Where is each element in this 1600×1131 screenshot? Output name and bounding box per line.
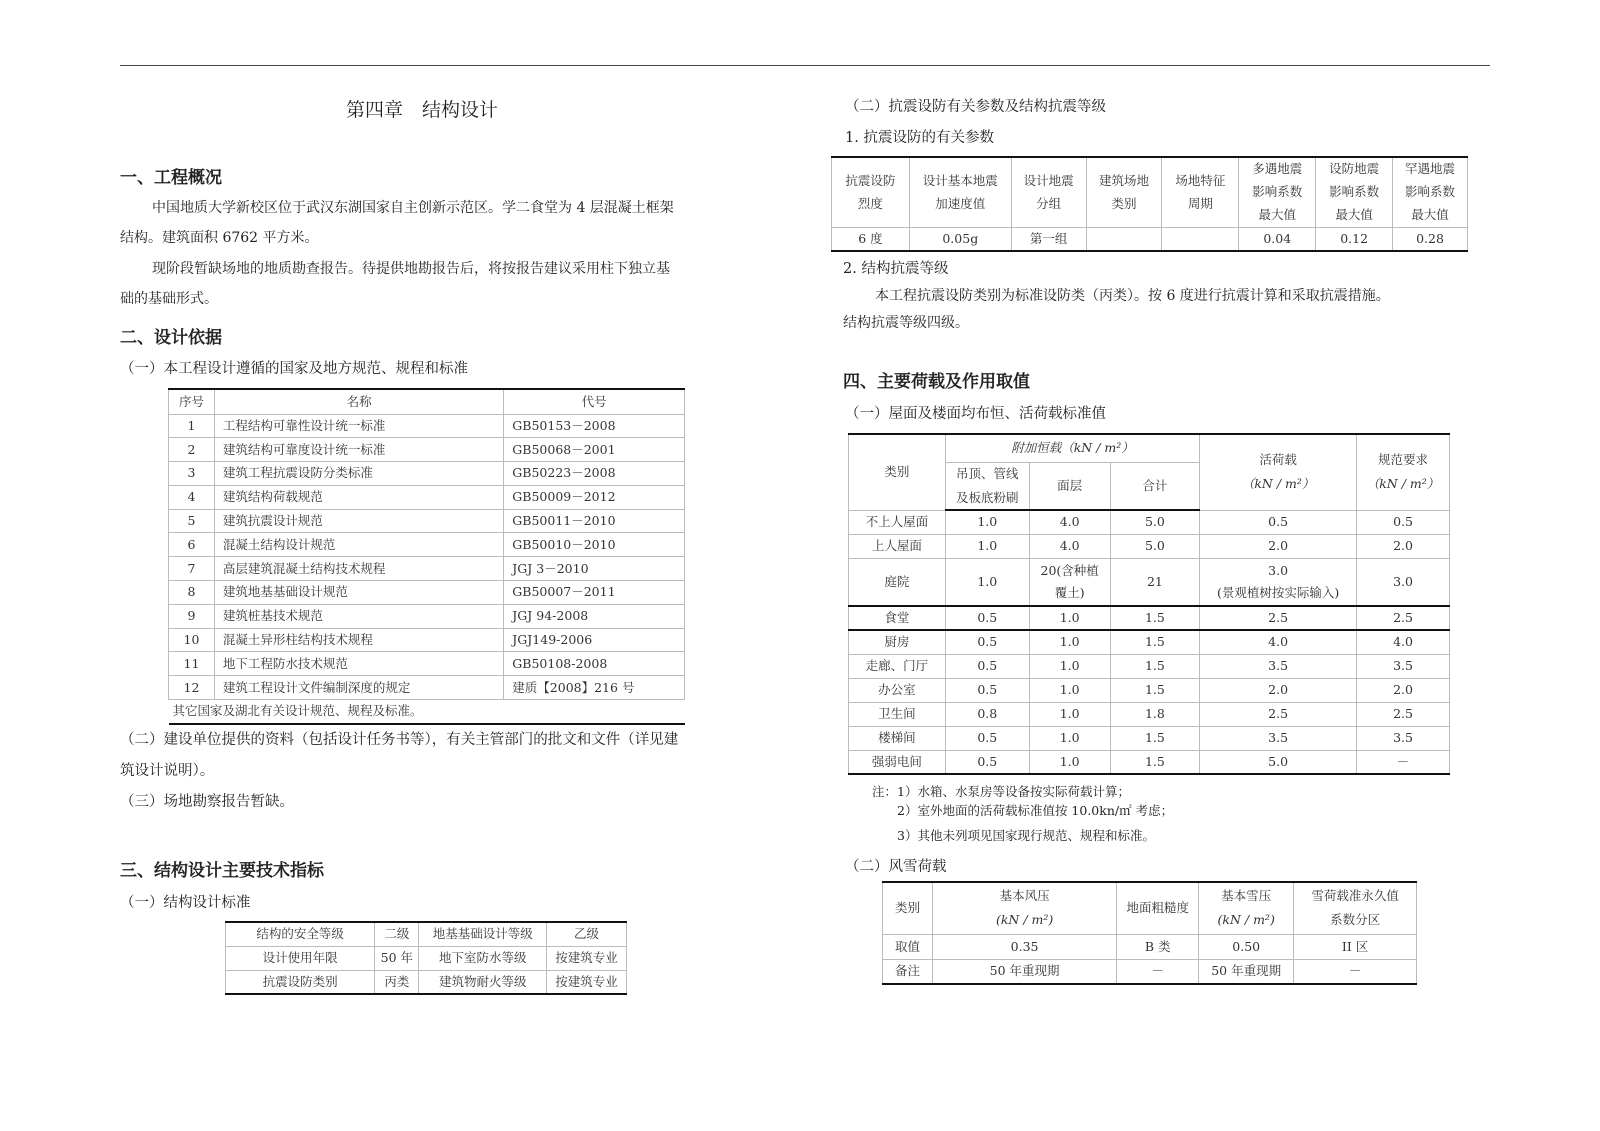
load-row	[849, 630, 1450, 654]
norms-no: 3	[169, 462, 215, 486]
norms-code: JGJ 94-2008	[504, 604, 685, 628]
load-value: 4.0	[1029, 534, 1110, 558]
load-row	[849, 534, 1450, 558]
norms-table	[168, 388, 685, 725]
norms-name: 高层建筑混凝土结构技术规程	[214, 557, 503, 581]
norms-no: 12	[169, 676, 215, 700]
seismic-header-cell	[832, 157, 910, 227]
s2-sub2b: 筑设计说明）。	[120, 763, 215, 779]
wind-header-snow-line1: 基本雪压	[1221, 888, 1272, 904]
load-header-live	[1200, 434, 1357, 510]
s2-sub2a: （二）建设单位提供的资料（包括设计任务书等），有关主管部门的批文和文件（详见建	[120, 732, 679, 748]
seismic-value	[1086, 227, 1162, 251]
s1-p2b: 础的基础形式。	[120, 291, 218, 307]
note-3: 3）其他未列项见国家现行规范、规程和标准。	[897, 828, 1155, 843]
norms-name: 混凝土结构设计规范	[214, 533, 503, 557]
wind-header-wind-line1: 基本风压	[999, 888, 1050, 904]
load-value: 0.5	[945, 630, 1029, 654]
seismic-table	[831, 156, 1468, 252]
norms-row	[169, 533, 685, 557]
load-value-line: 覆土)	[1054, 584, 1085, 600]
norms-no: 1	[169, 414, 215, 438]
load-value: 4.0	[1029, 510, 1110, 534]
load-type: 强弱电间	[849, 750, 946, 774]
norms-code: GB50108-2008	[504, 652, 685, 676]
section-1-heading: 一、工程概况	[120, 168, 222, 188]
wind-cell: B 类	[1117, 934, 1199, 959]
norms-name: 建筑抗震设计规范	[214, 509, 503, 533]
wind-header-wind	[932, 882, 1116, 934]
seismic-header-cell	[1086, 157, 1162, 227]
section-4-heading: 四、主要荷载及作用取值	[843, 372, 1030, 392]
seismic-value: 0.05g	[909, 227, 1011, 251]
load-value: 5.0	[1200, 750, 1357, 774]
seismic-header-line: 最大值	[1411, 207, 1449, 223]
standard-cell: 50 年	[375, 946, 419, 970]
norms-row	[169, 509, 685, 533]
wind-header-type: 类别	[883, 882, 933, 934]
load-header-row-1	[849, 434, 1450, 462]
wind-cell: －	[1294, 959, 1417, 984]
norms-row	[169, 676, 685, 700]
load-value: 1.5	[1110, 750, 1200, 774]
norms-row	[169, 485, 685, 509]
norms-code: GB50009－2012	[504, 485, 685, 509]
wind-cell: 备注	[883, 959, 933, 984]
norms-row	[169, 438, 685, 462]
load-header-code	[1357, 434, 1450, 510]
load-value: 0.5	[945, 678, 1029, 702]
seismic-value: 0.28	[1393, 227, 1468, 251]
wind-snow-table	[882, 881, 1417, 985]
load-type: 上人屋面	[849, 534, 946, 558]
load-value: 2.0	[1200, 534, 1357, 558]
seismic-header-line: 设计地震	[1023, 172, 1074, 188]
seismic-header-cell	[909, 157, 1011, 227]
load-value: 0.5	[1357, 510, 1450, 534]
seismic-value: 0.12	[1316, 227, 1393, 251]
norms-name: 工程结构可靠性设计统一标准	[214, 414, 503, 438]
load-value: 1.5	[1110, 606, 1200, 630]
norms-no: 7	[169, 557, 215, 581]
s1-p1a: 中国地质大学新校区位于武汉东湖国家自主创新示范区。学二食堂为 4 层混凝土框架	[152, 200, 674, 216]
standard-cell: 结构的安全等级	[226, 922, 375, 946]
section-3-heading: 三、结构设计主要技术指标	[120, 861, 324, 881]
seismic-value: 6 度	[832, 227, 910, 251]
load-type: 走廊、门厅	[849, 654, 946, 678]
seismic-header-line: 设计基本地震	[922, 172, 998, 188]
norms-footer: 其它国家及湖北有关设计规范、规程及标准。	[169, 700, 685, 724]
norms-code: JGJ 3－2010	[504, 557, 685, 581]
load-type: 办公室	[849, 678, 946, 702]
norms-row	[169, 462, 685, 486]
load-value	[1200, 558, 1357, 606]
chapter-title: 第四章 结构设计	[346, 99, 499, 121]
note-2: 2）室外地面的活荷载标准值按 10.0kn/㎡ 考虑；	[897, 803, 1174, 818]
load-header-total: 合计	[1110, 462, 1200, 510]
norms-code: GB50007－2011	[504, 581, 685, 605]
wind-header-row	[883, 882, 1417, 934]
norms-header-code: 代号	[504, 389, 685, 414]
wind-header-zone-line1: 雪荷载准永久值	[1311, 888, 1399, 904]
seismic-value: 0.04	[1239, 227, 1316, 251]
note-1: 注：1）水箱、水泵房等设备按实际荷载计算；	[872, 784, 1130, 799]
load-value: 1.0	[1029, 678, 1110, 702]
seismic-header-cell	[1393, 157, 1468, 227]
norms-row	[169, 604, 685, 628]
norms-footer-row	[169, 700, 685, 724]
norms-name: 建筑地基基础设计规范	[214, 581, 503, 605]
seismic-header-line: 建筑场地	[1099, 172, 1150, 188]
top-rule	[120, 65, 1490, 66]
standard-row	[226, 922, 627, 946]
s3-p1b: 结构抗震等级四级。	[843, 315, 969, 331]
load-value: 1.0	[1029, 702, 1110, 726]
load-value: 2.5	[1357, 606, 1450, 630]
seismic-value	[1162, 227, 1239, 251]
standard-cell: 二级	[375, 922, 419, 946]
norms-code: GB50153－2008	[504, 414, 685, 438]
load-row	[849, 702, 1450, 726]
wind-row-value	[883, 934, 1417, 959]
norms-header-no: 序号	[169, 389, 215, 414]
s3-sub1: （一）结构设计标准	[120, 895, 251, 911]
load-header-ceiling-line2: 及板底粉刷	[956, 489, 1019, 505]
load-row	[849, 654, 1450, 678]
load-row-garden	[849, 558, 1450, 606]
wind-header-snow	[1199, 882, 1294, 934]
norms-row	[169, 581, 685, 605]
seismic-header-cell	[1239, 157, 1316, 227]
load-value: 2.0	[1357, 534, 1450, 558]
standard-cell: 丙类	[375, 970, 419, 994]
norms-name: 建筑工程设计文件编制深度的规定	[214, 676, 503, 700]
load-value: 0.5	[945, 726, 1029, 750]
load-type: 厨房	[849, 630, 946, 654]
wind-header-wind-line2: (kN / m²)	[995, 912, 1054, 928]
load-value: 0.5	[945, 750, 1029, 774]
wind-cell: 50 年重现期	[1199, 959, 1294, 984]
wind-cell: 50 年重现期	[932, 959, 1116, 984]
seismic-header-line: 罕遇地震	[1405, 161, 1456, 177]
standard-cell: 抗震设防类别	[226, 970, 375, 994]
load-value: 1.5	[1110, 678, 1200, 702]
load-value: 3.5	[1357, 654, 1450, 678]
load-header-surface: 面层	[1029, 462, 1110, 510]
standard-cell: 按建筑专业	[547, 970, 627, 994]
load-value: 2.0	[1200, 678, 1357, 702]
norms-no: 2	[169, 438, 215, 462]
load-value: －	[1357, 750, 1450, 774]
load-value: 4.0	[1357, 630, 1450, 654]
standard-cell: 按建筑专业	[547, 946, 627, 970]
seismic-header-line: 周期	[1187, 195, 1213, 211]
load-type: 食堂	[849, 606, 946, 630]
load-value: 0.8	[945, 702, 1029, 726]
load-header-ceiling	[945, 462, 1029, 510]
seismic-header-line: 场地特征	[1175, 172, 1226, 188]
load-row	[849, 750, 1450, 774]
load-value-line: 20(含种植	[1040, 562, 1099, 578]
load-value: 1.0	[945, 558, 1029, 606]
load-value: 2.5	[1200, 606, 1357, 630]
load-value: 21	[1110, 558, 1200, 606]
norms-code: 建质【2008】216 号	[504, 676, 685, 700]
load-value: 1.0	[1029, 726, 1110, 750]
section-2-heading: 二、设计依据	[120, 328, 222, 348]
load-value: 1.5	[1110, 654, 1200, 678]
load-value: 1.5	[1110, 726, 1200, 750]
wind-header-zone-line2: 系数分区	[1330, 912, 1381, 928]
norms-code: JGJ149-2006	[504, 628, 685, 652]
s3-sub2: （二）抗震设防有关参数及结构抗震等级	[845, 99, 1106, 115]
norms-name: 建筑结构可靠度设计统一标准	[214, 438, 503, 462]
norms-row	[169, 414, 685, 438]
s3-item1: 1. 抗震设防的有关参数	[845, 130, 994, 146]
load-value: 0.5	[945, 654, 1029, 678]
load-table	[848, 433, 1450, 775]
load-row	[849, 678, 1450, 702]
load-header-added: 附加恒载（kN / m²）	[945, 434, 1199, 462]
norms-header-row	[169, 389, 685, 414]
norms-row	[169, 652, 685, 676]
norms-no: 6	[169, 533, 215, 557]
load-row	[849, 726, 1450, 750]
seismic-header-line: 多遇地震	[1252, 161, 1303, 177]
load-value: 2.0	[1357, 678, 1450, 702]
s4-sub1: （一）屋面及楼面均布恒、活荷载标准值	[845, 406, 1106, 422]
standard-cell: 设计使用年限	[226, 946, 375, 970]
norms-code: GB50068－2001	[504, 438, 685, 462]
seismic-header-line: 烈度	[857, 195, 883, 211]
s2-sub3: （三）场地勘察报告暂缺。	[120, 794, 294, 810]
seismic-value-row	[832, 227, 1468, 251]
norms-no: 11	[169, 652, 215, 676]
norms-name: 建筑桩基技术规范	[214, 604, 503, 628]
norms-code: GB50011－2010	[504, 509, 685, 533]
load-value: 0.5	[945, 606, 1029, 630]
load-header-code-line2: （kN / m²）	[1366, 476, 1440, 492]
standard-cell: 地基基础设计等级	[419, 922, 547, 946]
norms-name: 建筑工程抗震设防分类标准	[214, 462, 503, 486]
load-value: 4.0	[1200, 630, 1357, 654]
norms-name: 混凝土异形柱结构技术规程	[214, 628, 503, 652]
load-value: 1.0	[945, 510, 1029, 534]
seismic-header-line: 影响系数	[1252, 184, 1303, 200]
seismic-header-row	[832, 157, 1468, 227]
load-value: 0.5	[1200, 510, 1357, 534]
wind-cell: 取值	[883, 934, 933, 959]
s2-sub1: （一）本工程设计遵循的国家及地方规范、规程和标准	[120, 361, 468, 377]
wind-header-zone	[1294, 882, 1417, 934]
seismic-header-line: 影响系数	[1329, 184, 1380, 200]
wind-row-remark	[883, 959, 1417, 984]
load-header-live-line1: 活荷载	[1259, 452, 1297, 468]
wind-cell: 0.35	[932, 934, 1116, 959]
seismic-header-line: 最大值	[1335, 207, 1373, 223]
wind-cell: II 区	[1294, 934, 1417, 959]
seismic-header-line: 影响系数	[1405, 184, 1456, 200]
s3-p1a: 本工程抗震设防类别为标准设防类（丙类）。按 6 度进行抗震计算和采取抗震措施。	[875, 288, 1390, 304]
load-value: 3.5	[1200, 654, 1357, 678]
s3-item2: 2. 结构抗震等级	[843, 261, 949, 277]
load-value: 1.0	[1029, 606, 1110, 630]
seismic-header-line: 加速度值	[935, 195, 986, 211]
wind-cell: 0.50	[1199, 934, 1294, 959]
norms-name: 建筑结构荷载规范	[214, 485, 503, 509]
load-value: 2.5	[1357, 702, 1450, 726]
norms-no: 4	[169, 485, 215, 509]
s1-p1b: 结构。建筑面积 6762 平方米。	[120, 230, 319, 246]
load-value-line: 3.0	[1268, 562, 1289, 578]
load-value: 1.0	[1029, 630, 1110, 654]
standard-cell: 建筑物耐火等级	[419, 970, 547, 994]
s1-p2a: 现阶段暂缺场地的地质勘查报告。待提供地勘报告后，将按报告建议采用柱下独立基	[152, 261, 670, 277]
norms-no: 9	[169, 604, 215, 628]
wind-cell: －	[1117, 959, 1199, 984]
seismic-header-cell	[1162, 157, 1239, 227]
load-header-type: 类别	[849, 434, 946, 510]
norms-no: 8	[169, 581, 215, 605]
load-type: 不上人屋面	[849, 510, 946, 534]
load-row	[849, 510, 1450, 534]
seismic-header-cell	[1011, 157, 1086, 227]
seismic-header-line: 类别	[1111, 195, 1137, 211]
standard-cell: 乙级	[547, 922, 627, 946]
wind-header-snow-line2: (kN / m²)	[1217, 912, 1275, 928]
load-value	[1029, 558, 1110, 606]
load-type: 卫生间	[849, 702, 946, 726]
load-value: 3.5	[1357, 726, 1450, 750]
seismic-header-line: 抗震设防	[845, 172, 896, 188]
load-header-live-line2: （kN / m²）	[1241, 476, 1315, 492]
seismic-header-line: 分组	[1036, 195, 1062, 211]
load-value: 1.5	[1110, 630, 1200, 654]
norms-row	[169, 557, 685, 581]
load-value: 3.0	[1357, 558, 1450, 606]
norms-code: GB50223－2008	[504, 462, 685, 486]
standard-row	[226, 946, 627, 970]
load-value: 1.0	[1029, 750, 1110, 774]
seismic-header-line: 设防地震	[1329, 161, 1380, 177]
seismic-header-line: 最大值	[1258, 207, 1297, 223]
standard-cell: 地下室防水等级	[419, 946, 547, 970]
load-value: 1.0	[1029, 654, 1110, 678]
norms-code: GB50010－2010	[504, 533, 685, 557]
norms-name: 地下工程防水技术规范	[214, 652, 503, 676]
load-value: 5.0	[1110, 534, 1200, 558]
norms-row	[169, 628, 685, 652]
load-value: 1.8	[1110, 702, 1200, 726]
s4-sub2: （二）风雪荷载	[845, 859, 947, 875]
load-value-line: (景观植树按实际输入)	[1216, 584, 1340, 600]
load-value: 5.0	[1110, 510, 1200, 534]
load-header-ceiling-line1: 吊顶、管线	[956, 465, 1019, 481]
load-type: 庭院	[849, 558, 946, 606]
norms-no: 5	[169, 509, 215, 533]
norms-header-name: 名称	[214, 389, 503, 414]
design-standard-table	[225, 921, 627, 995]
seismic-value: 第一组	[1011, 227, 1086, 251]
wind-header-rough: 地面粗糙度	[1117, 882, 1199, 934]
load-type: 楼梯间	[849, 726, 946, 750]
load-value: 3.5	[1200, 726, 1357, 750]
load-value: 1.0	[945, 534, 1029, 558]
norms-no: 10	[169, 628, 215, 652]
standard-row	[226, 970, 627, 994]
seismic-header-cell	[1316, 157, 1393, 227]
load-row	[849, 606, 1450, 630]
load-value: 2.5	[1200, 702, 1357, 726]
load-header-code-line1: 规范要求	[1378, 452, 1429, 468]
